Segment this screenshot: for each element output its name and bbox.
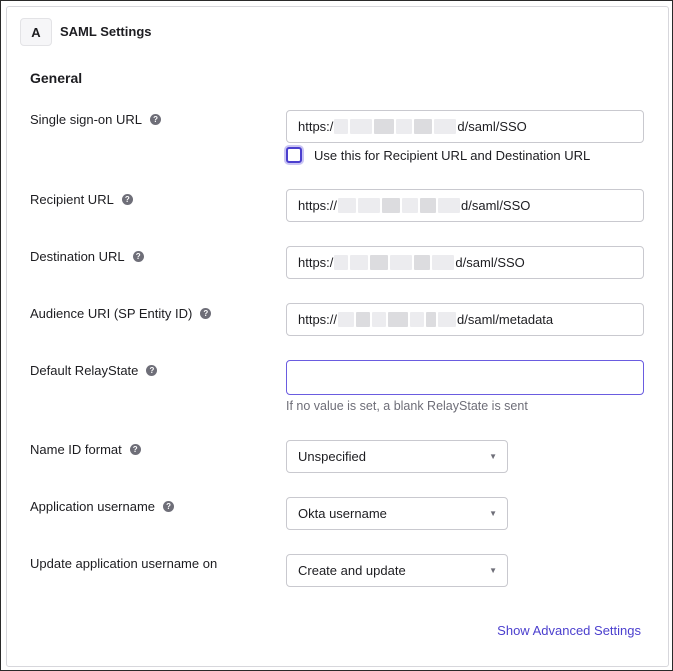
- redacted-text: [432, 255, 454, 270]
- help-icon[interactable]: ?: [163, 501, 174, 512]
- name-id-format-label: [30, 442, 141, 457]
- name-id-format-selected: Unspecified: [298, 449, 366, 464]
- app-username-select[interactable]: [286, 497, 508, 530]
- relay-state-label: [30, 363, 157, 378]
- redacted-text: [410, 312, 424, 327]
- caret-down-icon: ▼: [489, 452, 497, 461]
- help-icon[interactable]: ?: [133, 251, 144, 262]
- destination-url-value-suffix: d/saml/SSO: [455, 255, 525, 270]
- redacted-text: [334, 119, 348, 134]
- help-icon[interactable]: ?: [122, 194, 133, 205]
- redacted-text: [390, 255, 412, 270]
- redacted-text: [396, 119, 412, 134]
- recipient-checkbox-label: Use this for Recipient URL and Destination URL: [314, 147, 591, 163]
- sso-url-value-suffix: d/saml/SSO: [457, 119, 527, 134]
- sso-url-value-prefix: https:/: [298, 119, 334, 134]
- recipient-url-label-text: Recipient URL: [30, 192, 114, 207]
- relay-state-hint: If no value is set, a blank RelayState is sent: [286, 399, 528, 413]
- name-id-format-select[interactable]: [286, 440, 508, 473]
- app-username-selected: Okta username: [298, 506, 387, 521]
- update-username-on-selected: Create and update: [298, 563, 406, 578]
- update-username-on-select[interactable]: [286, 554, 508, 587]
- redacted-text: [402, 198, 418, 213]
- redacted-text: [434, 119, 456, 134]
- sso-url-label-text: Single sign-on URL: [30, 112, 143, 127]
- help-icon[interactable]: ?: [200, 308, 211, 319]
- audience-uri-input[interactable]: [286, 303, 644, 336]
- redacted-text: [350, 255, 368, 270]
- panel-title: SAML Settings: [60, 24, 152, 39]
- audience-uri-value-prefix: https://: [298, 312, 338, 327]
- destination-url-label: [30, 249, 144, 264]
- update-username-on-label: [30, 556, 217, 571]
- step-badge: A: [20, 18, 52, 46]
- recipient-url-value-suffix: d/saml/SSO: [461, 198, 531, 213]
- redacted-text: [438, 312, 456, 327]
- recipient-checkbox-row[interactable]: [286, 147, 590, 163]
- caret-down-icon: ▼: [489, 566, 497, 575]
- destination-url-input[interactable]: [286, 246, 644, 279]
- redacted-text: [370, 255, 388, 270]
- help-icon[interactable]: ?: [130, 444, 141, 455]
- help-icon[interactable]: ?: [150, 114, 161, 125]
- audience-uri-label-text: Audience URI (SP Entity ID): [30, 306, 193, 321]
- recipient-url-input[interactable]: [286, 189, 644, 222]
- redacted-text: [338, 198, 356, 213]
- sso-url-input[interactable]: [286, 110, 644, 143]
- update-username-on-label-text: Update application username on: [30, 556, 218, 571]
- relay-state-label-text: Default RelayState: [30, 363, 139, 378]
- saml-settings-panel: [6, 6, 669, 667]
- app-username-label-text: Application username: [30, 499, 156, 514]
- redacted-text: [414, 119, 432, 134]
- redacted-text: [438, 198, 460, 213]
- relay-state-input[interactable]: [286, 360, 644, 395]
- redacted-text: [388, 312, 408, 327]
- redacted-text: [334, 255, 348, 270]
- audience-uri-value-suffix: d/saml/metadata: [457, 312, 554, 327]
- caret-down-icon: ▼: [489, 509, 497, 518]
- recipient-url-value-prefix: https://: [298, 198, 338, 213]
- redacted-text: [426, 312, 436, 327]
- sso-url-label: [30, 112, 161, 127]
- redacted-text: [372, 312, 386, 327]
- redacted-text: [358, 198, 380, 213]
- recipient-checkbox[interactable]: [286, 147, 302, 163]
- help-icon[interactable]: ?: [146, 365, 157, 376]
- destination-url-value-prefix: https:/: [298, 255, 334, 270]
- name-id-format-label-text: Name ID format: [30, 442, 122, 457]
- section-title: General: [30, 70, 83, 86]
- app-username-label: [30, 499, 174, 514]
- redacted-text: [374, 119, 394, 134]
- redacted-text: [414, 255, 430, 270]
- destination-url-label-text: Destination URL: [30, 249, 125, 264]
- audience-uri-label: [30, 306, 211, 321]
- redacted-text: [350, 119, 372, 134]
- redacted-text: [420, 198, 436, 213]
- redacted-text: [356, 312, 370, 327]
- redacted-text: [382, 198, 400, 213]
- recipient-url-label: [30, 192, 133, 207]
- redacted-text: [338, 312, 354, 327]
- show-advanced-settings-link[interactable]: Show Advanced Settings: [497, 623, 641, 638]
